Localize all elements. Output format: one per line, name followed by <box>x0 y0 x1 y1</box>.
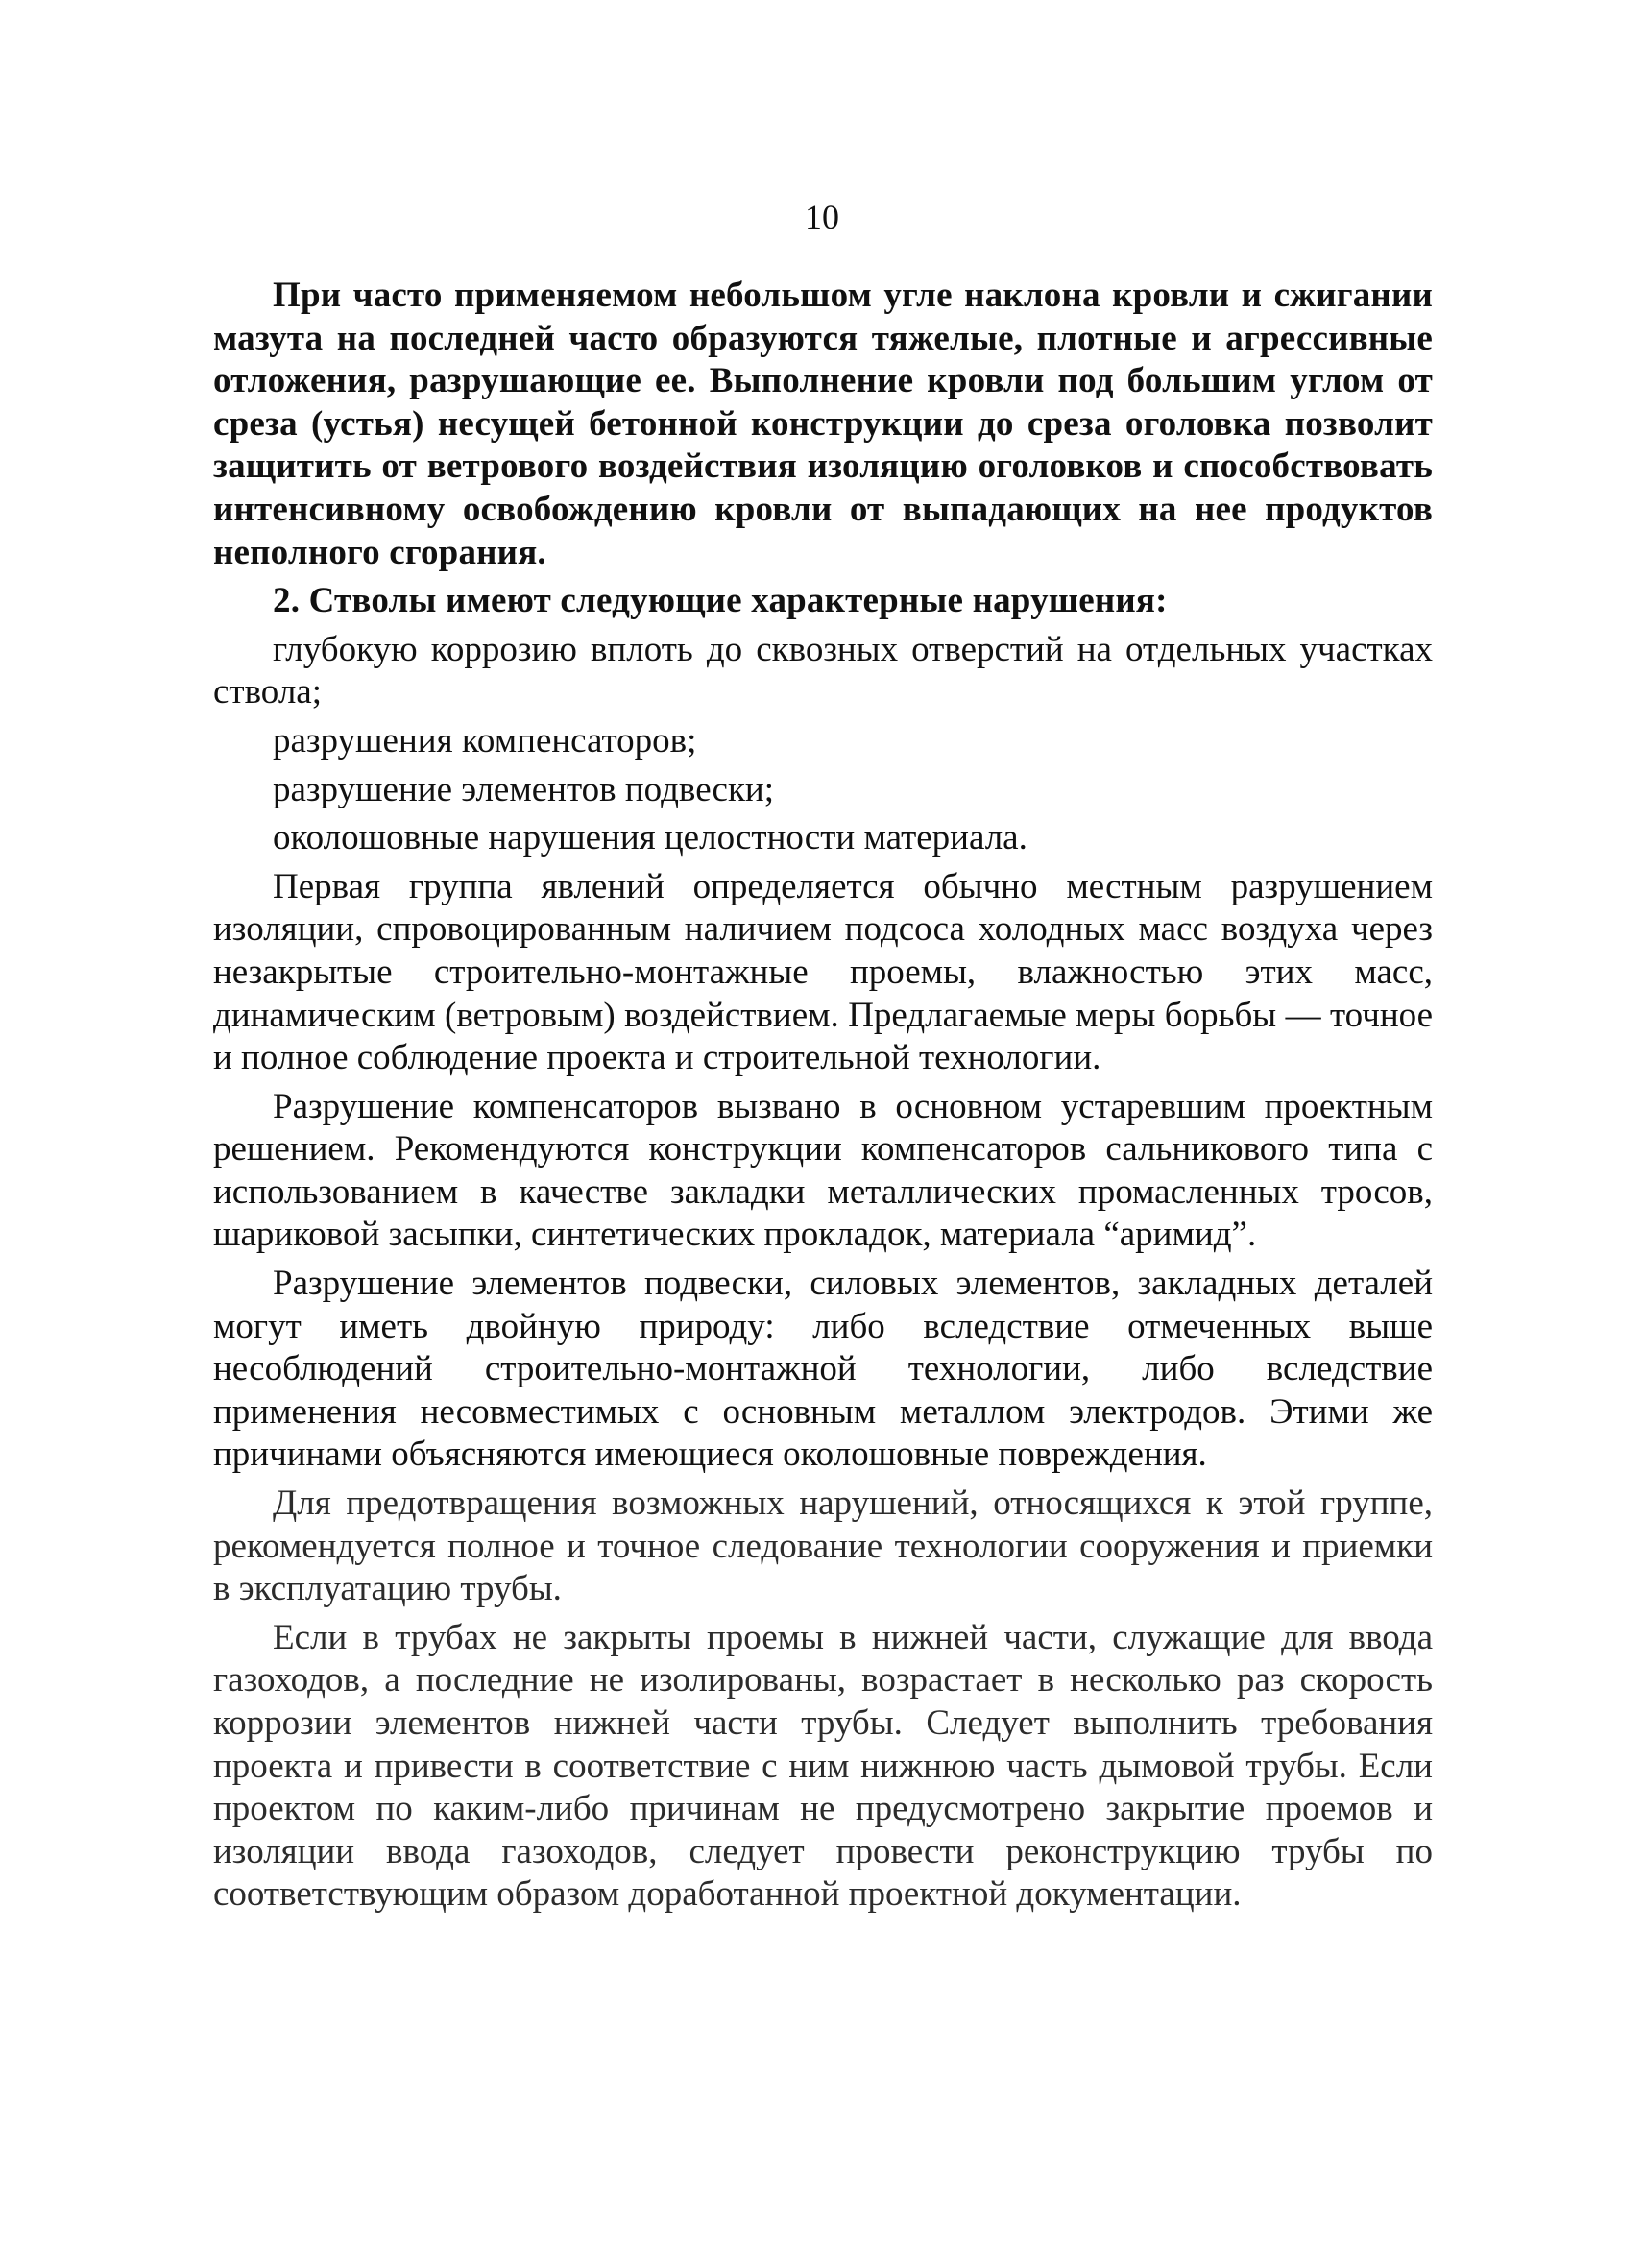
paragraph-suspension: Разрушение элементов подвески, силовых элементов, закладных деталей могут иметь двойную природу: либо вследствие отмеченных выше несоблюдений строительно-монтажной технологии, либо вследствие применения несовместимых с основным металлом электродов. Этими же причинами объясняются имеющиеся околошовные повреждения. <box>213 1264 1433 1475</box>
list-item-compensators: разрушения компенсаторов; <box>273 720 697 760</box>
paragraph-first-group: Первая группа явлений определяется обычно местным разрушением изоляции, спровоцированным наличием подсоса холодных масс воздуха через незакрытые строительно-монтажные проемы, влажностью этих масс, динамическим (ветровым) воздействием. Предлагаемые меры борьбы — точное и полное соблюдение проекта и строительной технологии. <box>213 866 1433 1078</box>
list-item-weld-zone: околошовные нарушения целостности материала. <box>273 818 1028 858</box>
paragraph-lower-openings: Если в трубах не закрыты проемы в нижней части, служащие для ввода газоходов, а последние не изолированы, возрастает в несколько раз скорость коррозии элементов нижней части трубы. Следует выполнить требования проекта и привести в соответствие с ним нижнюю часть дымовой трубы. Если проектом по каким-либо причинам не предусмотрено закрытие проемов и изоляции ввода газоходов, следует провести реконструкцию трубы по соответствующим образом доработанной проектной документации. <box>213 1617 1433 1915</box>
paragraph-roof: При часто применяемом небольшом угле наклона кровли и сжигании мазута на последней часто образуются тяжелые, плотные и агрессивные отложения, разрушающие ее. Выполнение кровли под большим углом от среза (устья) несущей бетонной конструкции до среза оголовка позволит защитить от ветрового воздействия изоляцию оголовков и способствовать интенсивному освобождению кровли от выпадающих на нее продуктов неполного сгорания. <box>213 276 1433 572</box>
body-text <box>213 275 1433 1922</box>
list-item-corrosion: глубокую коррозию вплоть до сквозных отверстий на отдельных участках ствола; <box>213 629 1433 712</box>
list-item-suspension: разрушение элементов подвески; <box>273 769 775 809</box>
paragraph-compensators: Разрушение компенсаторов вызвано в основном устаревшим проектным решением. Рекомендуются конструкции компенсаторов сальникового типа с использованием в качестве закладки металлических промасленных тросов, шариковой засыпки, синтетических прокладок, материала “аримид”. <box>213 1086 1433 1255</box>
page-number: 10 <box>805 198 839 236</box>
paragraph-prevention: Для предотвращения возможных нарушений, относящихся к этой группе, рекомендуется полное и точное следование технологии сооружения и приемки в эксплуатацию трубы. <box>213 1484 1433 1609</box>
paragraph-shaft-violations-heading: 2. Стволы имеют следующие характерные нарушения: <box>273 581 1168 621</box>
